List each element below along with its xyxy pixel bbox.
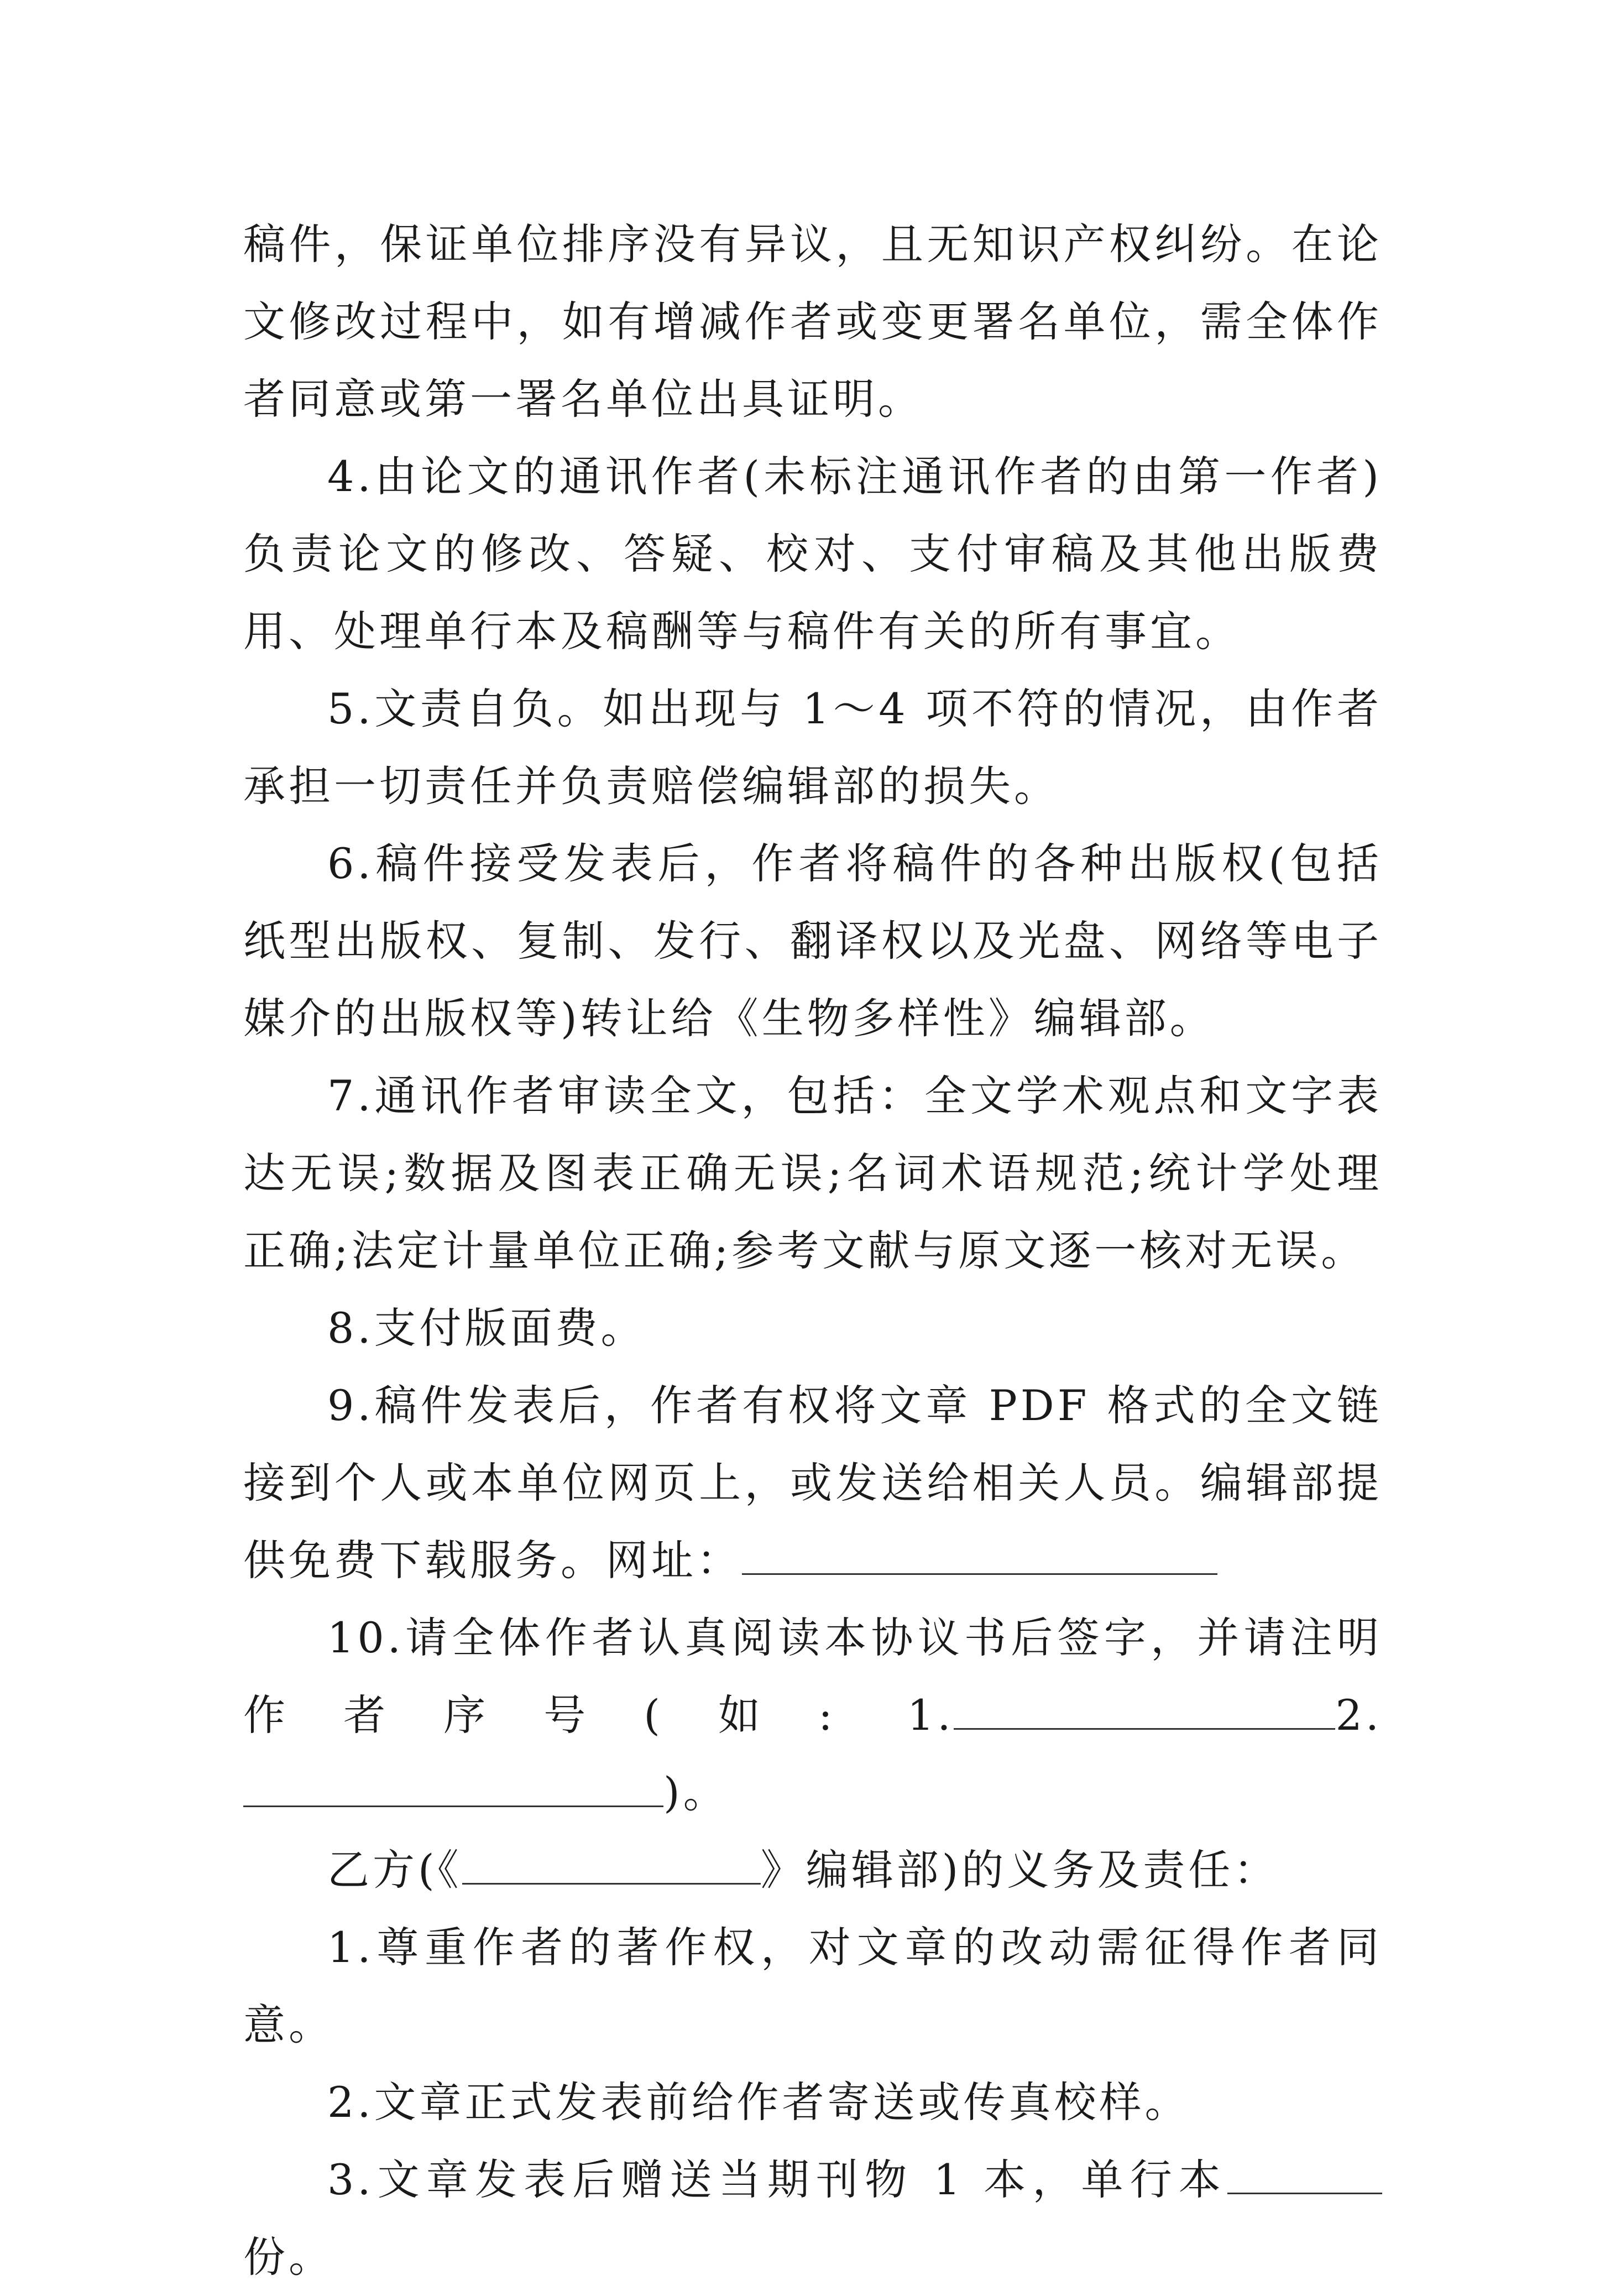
party-b-heading [243, 1831, 1382, 1909]
paragraph-continued: 稿件，保证单位排序没有异议，且无知识产权纠纷。在论文修改过程中，如有增减作者或变更署名单位，需全体作者同意或第一署名单位出具证明。 [243, 220, 1382, 424]
journal-name-blank-field[interactable] [462, 1844, 761, 1885]
author-1-blank-field[interactable] [954, 1689, 1335, 1730]
author-2-blank-field[interactable] [243, 1767, 663, 1807]
clause-6: 6.稿件接受发表后，作者将稿件的各种出版权(包括纸型出版权、复制、发行、翻译权以及光盘、网络等电子媒介的出版权等)转让给《生物多样性》编辑部。 [243, 839, 1382, 1043]
url-blank-field[interactable] [742, 1535, 1217, 1575]
party-b-clause-3-end: 份。 [243, 2232, 334, 2282]
party-b-clause-1: 1.尊重作者的著作权，对文章的改动需征得作者同意。 [243, 1923, 1382, 2049]
clause-5: 5.文责自负。如出现与 1～4 项不符的情况，由作者承担一切责任并负责赔偿编辑部的损失。 [243, 684, 1382, 811]
clause-10-text: 10.请全体作者认真阅读本协议书后签字，并请注明作者序号(如: [243, 1613, 1382, 1740]
party-b-prefix: 乙方(《 [327, 1845, 462, 1895]
party-b-suffix: 》编辑部)的义务及责任： [760, 1845, 1279, 1895]
author-order-1-label: 1. [835, 1690, 954, 1740]
clause-8: 8.支付版面费。 [327, 1303, 646, 1353]
clause-9-text: 9.稿件发表后，作者有权将文章 PDF 格式的全文链接到个人或本单位网页上，或发送给相关人员。编辑部提供免费下载服务。网址： [243, 1381, 1382, 1585]
clause-9 [243, 1367, 1382, 1599]
party-b-clause-3 [243, 2141, 1382, 2296]
document-body [243, 206, 1382, 2296]
clause-10 [243, 1599, 1382, 1831]
clause-4: 4.由论文的通讯作者(未标注通讯作者的由第一作者)负责论文的修改、答疑、校对、支付审稿及其他出版费用、处理单行本及稿酬等与稿件有关的所有事宜。 [243, 452, 1382, 656]
party-b-clause-3-text: 3.文章发表后赠送当期刊物 1 本，单行本 [327, 2155, 1227, 2204]
clause-7: 7.通讯作者审读全文，包括：全文学术观点和文字表达无误;数据及图表正确无误;名词术语规范;统计学处理正确;法定计量单位正确;参考文献与原文逐一核对无误。 [243, 1071, 1382, 1275]
party-b-clause-2: 2.文章正式发表前给作者寄送或传真校样。 [327, 2078, 1190, 2127]
clause-10-end: )。 [663, 1768, 729, 1817]
offprint-copies-blank-field[interactable] [1227, 2154, 1382, 2194]
author-order-2-label: 2. [1335, 1690, 1382, 1740]
